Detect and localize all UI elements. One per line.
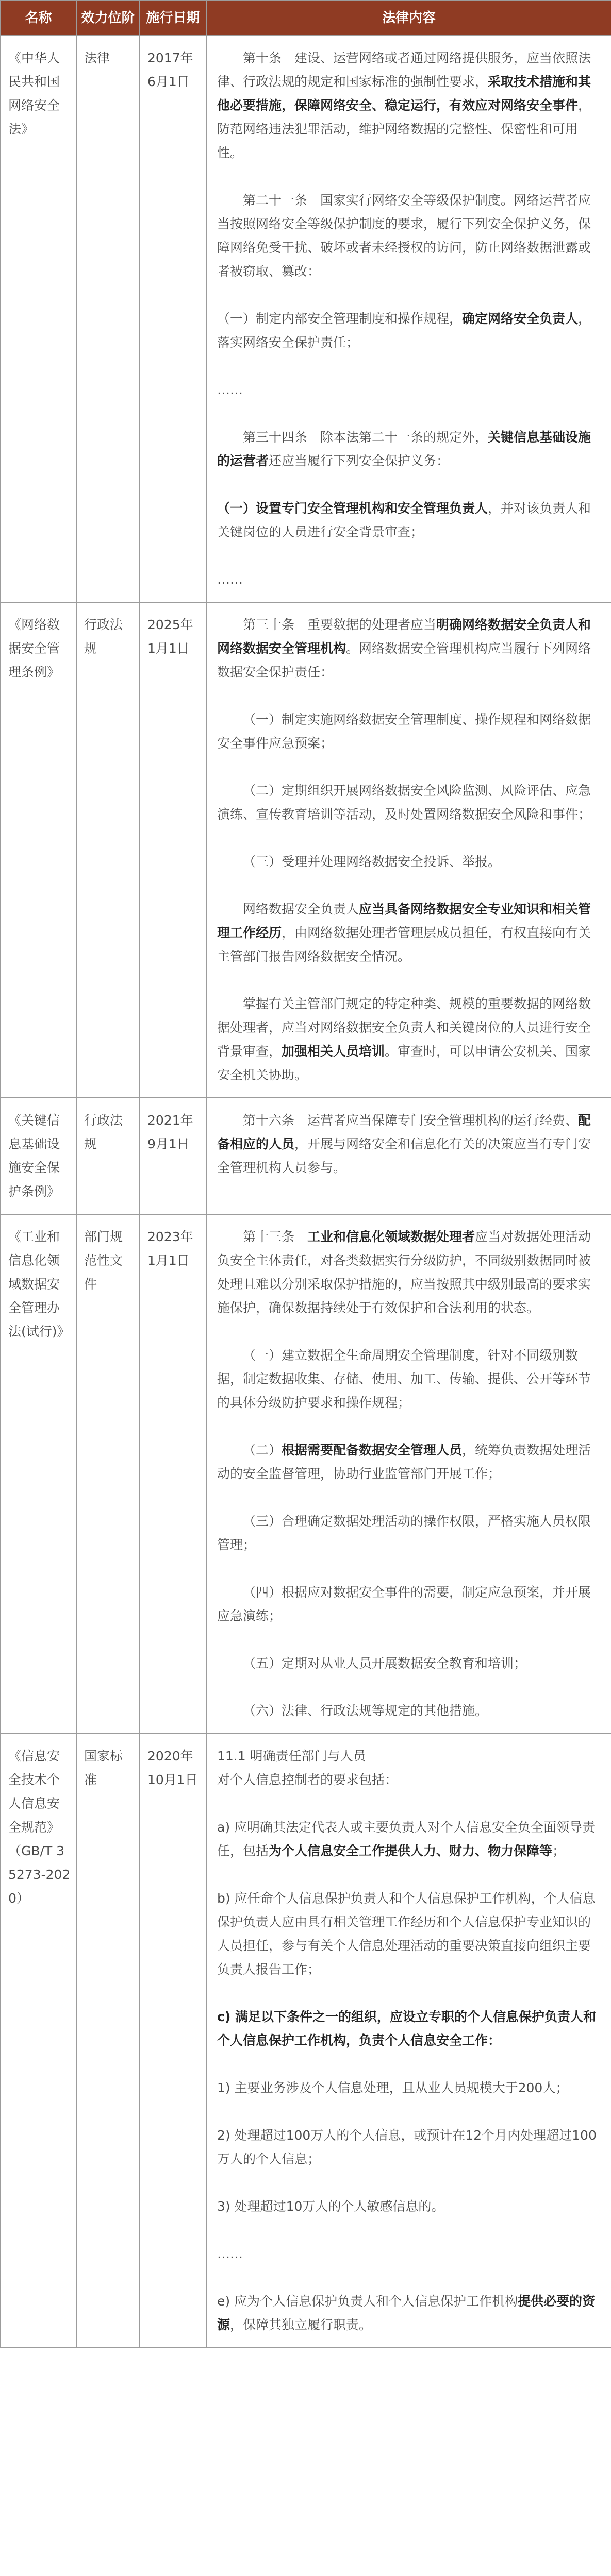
content-paragraph [217, 1652, 603, 1675]
content-paragraph [217, 1768, 603, 1792]
content-paragraph [217, 2005, 603, 2053]
table-row [1, 602, 611, 1098]
content-text: 第三十条 重要数据的处理者应当 [243, 617, 437, 632]
effective-date-cell: 2020年10月1日 [140, 1734, 206, 2348]
law-name-cell: 《中华人民共和国网络安全法》 [1, 36, 76, 602]
emphasized-text: 工业和信息化领域数据处理者 [307, 1229, 475, 1244]
content-text: 2) 处理超过100万人的个人信息，或预计在12个月内处理超过100万人的个人信息； [217, 2128, 597, 2166]
content-text: ，防范网络违法犯罪活动，维护网络数据的完整性、保密性和可用性。 [217, 98, 591, 160]
content-text: 掌握有关主管部门规定的特定种类、规模的重要数据的网络数据处理者，应当对网络数据安全负责人和关键岗位的人员进行安全背景审查， [217, 996, 591, 1059]
law-content-cell [206, 1214, 611, 1734]
content-text: 还应当履行下列安全保护义务： [269, 453, 450, 468]
effect-level-cell: 行政法规 [76, 1098, 140, 1214]
content-text: b) 应任命个人信息保护负责人和个人信息保护工作机构，个人信息保护负责人应由具有相关管理工作经历和个人信息保护专业知识的人员担任，参与有关个人信息处理活动的重要决策直接向组织主要负责人报告工作； [217, 1891, 596, 1977]
content-paragraph [217, 2076, 603, 2100]
content-paragraph [217, 46, 603, 165]
content-paragraph [217, 897, 603, 969]
emphasized-text: 加强相关人员培训 [282, 1044, 385, 1059]
content-text: ，统筹负责数据处理活动的安全监督管理，协助行业监管部门开展工作； [217, 1443, 591, 1481]
content-text: （六）法律、行政法规等规定的其他措施。 [243, 1703, 488, 1718]
content-text: （二）定期组织开展网络数据安全风险监测、风险评估、应急演练、宣传教育培训等活动，及时处置网络数据安全风险和事件； [217, 783, 591, 822]
content-paragraph [217, 1699, 603, 1723]
content-text: （三）受理并处理网络数据安全投诉、举报。 [243, 854, 501, 869]
content-text: （二） [243, 1443, 282, 1458]
content-text: …… [217, 2246, 243, 2261]
emphasized-text: 确定网络安全负责人 [462, 311, 579, 326]
content-text: ，并对该负责人和关键岗位的人员进行安全背景审查； [217, 501, 591, 539]
content-paragraph [217, 1816, 603, 1863]
emphasized-text: 提供必要的资源 [217, 2294, 596, 2332]
content-paragraph [217, 378, 603, 402]
content-text: （四）根据应对数据安全事件的需要，制定应急预案，并开展应急演练； [217, 1585, 591, 1623]
content-paragraph [217, 2290, 603, 2337]
effective-date-cell: 2025年1月1日 [140, 602, 206, 1098]
law-name-cell: 《工业和信息化领域数据安全管理办法(试行)》 [1, 1214, 76, 1734]
content-paragraph [217, 568, 603, 591]
content-paragraph [217, 708, 603, 755]
table-body [1, 36, 611, 2348]
emphasized-text: 配备相应的人员 [217, 1113, 591, 1151]
table-header-row [1, 1, 611, 36]
content-text: 应当对数据处理活动负安全主体责任，对各类数据实行分级防护，不同级别数据同时被处理且难以分别采取保护措施的，应当按照其中级别最高的要求实施保护，确保数据持续处于有效保护和合法利用的状态。 [217, 1229, 591, 1315]
law-content-cell [206, 36, 611, 602]
content-paragraph [217, 1744, 603, 1768]
content-paragraph [217, 1438, 603, 1486]
content-paragraph [217, 1510, 603, 1557]
content-text: （五）定期对从业人员开展数据安全教育和培训； [243, 1656, 527, 1671]
law-content-cell [206, 1098, 611, 1214]
content-paragraph [217, 2124, 603, 2171]
effect-level-cell: 部门规范性文件 [76, 1214, 140, 1734]
content-text: 。网络数据安全管理机构应当履行下列网络数据安全保护责任： [217, 641, 591, 680]
content-text: ，由网络数据处理者管理层成员担任，有权直接向有关主管部门报告网络数据安全情况。 [217, 925, 591, 964]
law-name-cell: 《关键信息基础设施安全保护条例》 [1, 1098, 76, 1214]
content-text: ； [552, 1843, 566, 1858]
content-text: e) 应为个人信息保护负责人和个人信息保护工作机构 [217, 2294, 518, 2309]
header-level: 效力位阶 [76, 1, 140, 36]
content-text: 网络数据安全负责人 [243, 902, 359, 917]
content-text: 第十三条 [243, 1229, 308, 1244]
table-row [1, 1734, 611, 2348]
law-name-cell: 《网络数据安全管理条例》 [1, 602, 76, 1098]
content-paragraph [217, 189, 603, 283]
content-paragraph [217, 307, 603, 354]
table-row [1, 1214, 611, 1734]
emphasized-text: 为个人信息安全工作提供人力、财力、物力保障等 [269, 1843, 553, 1858]
content-paragraph [217, 1887, 603, 1981]
law-name-cell: 《信息安全技术个人信息安全规范》（GB/T 35273-2020） [1, 1734, 76, 2348]
content-text: 。审查时，可以申请公安机关、国家安全机关协助。 [217, 1044, 591, 1082]
effective-date-cell: 2017年6月1日 [140, 36, 206, 602]
content-text: （三）合理确定数据处理活动的操作权限，严格实施人员权限管理； [217, 1514, 591, 1552]
content-text: 3) 处理超过10万人的个人敏感信息的。 [217, 2199, 444, 2214]
content-paragraph [217, 1344, 603, 1415]
content-text: 第十六条 运营者应当保障专门安全管理机构的运行经费、 [243, 1113, 579, 1128]
emphasized-text: 明确网络数据安全负责人和网络数据安全管理机构 [217, 617, 591, 656]
content-text: 1) 主要业务涉及个人信息处理，且从业人员规模大于200人； [217, 2080, 569, 2095]
content-paragraph [217, 779, 603, 826]
emphasized-text: 根据需要配备数据安全管理人员 [282, 1443, 463, 1458]
content-paragraph [217, 992, 603, 1087]
effective-date-cell: 2023年1月1日 [140, 1214, 206, 1734]
emphasized-text: 采取技术措施和其他必要措施，保障网络安全、稳定运行，有效应对网络安全事件 [217, 74, 591, 113]
content-text: 第三十四条 除本法第二十一条的规定外， [243, 430, 488, 445]
effective-date-cell: 2021年9月1日 [140, 1098, 206, 1214]
content-paragraph [217, 2195, 603, 2218]
content-text: a) 应明确其法定代表人或主要负责人对个人信息安全负全面领导责任，包括 [217, 1820, 596, 1858]
content-text: ，保障其独立履行职责。 [230, 2317, 372, 2332]
content-paragraph [217, 1109, 603, 1180]
emphasized-text: 关键信息基础设施的运营者 [217, 430, 591, 468]
content-text: …… [217, 382, 243, 397]
law-content-cell [206, 602, 611, 1098]
content-text: （一）建立数据全生命周期安全管理制度，针对不同级别数据，制定数据收集、存储、使用、加工、传输、提供、公开等环节的具体分级防护要求和操作规程； [217, 1348, 591, 1410]
content-paragraph [217, 426, 603, 473]
content-text: …… [217, 572, 243, 587]
effect-level-cell: 法律 [76, 36, 140, 602]
content-text: （一）制定内部安全管理制度和操作规程， [217, 311, 463, 326]
content-paragraph [217, 497, 603, 544]
content-text: ，开展与网络安全和信息化有关的决策应当有专门安全管理机构人员参与。 [217, 1137, 591, 1175]
header-content: 法律内容 [206, 1, 611, 36]
header-name: 名称 [1, 1, 76, 36]
content-text: 第二十一条 国家实行网络安全等级保护制度。网络运营者应当按照网络安全等级保护制度的要求，履行下列安全保护义务，保障网络免受干扰、破坏或者未经授权的访问，防止网络数据泄露或者被窃取、篡改： [217, 193, 591, 279]
content-text: ，落实网络安全保护责任； [217, 311, 591, 350]
emphasized-text: c) 满足以下条件之一的组织，应设立专职的个人信息保护负责人和个人信息保护工作机构，负责个人信息安全工作： [217, 2009, 596, 2048]
content-paragraph [217, 1225, 603, 1320]
content-text: 第十条 建设、运营网络或者通过网络提供服务，应当依照法律、行政法规的规定和国家标准的强制性要求， [217, 50, 591, 89]
content-text: 对个人信息控制者的要求包括： [217, 1772, 398, 1787]
law-content-cell [206, 1734, 611, 2348]
content-paragraph [217, 1581, 603, 1628]
effect-level-cell: 行政法规 [76, 602, 140, 1098]
content-text: （一）制定实施网络数据安全管理制度、操作规程和网络数据安全事件应急预案； [217, 712, 591, 751]
emphasized-text: （一）设置专门安全管理机构和安全管理负责人 [217, 501, 488, 516]
table-row [1, 1098, 611, 1214]
table-row [1, 36, 611, 602]
content-paragraph [217, 2242, 603, 2266]
content-paragraph [217, 850, 603, 874]
content-paragraph [217, 613, 603, 684]
effect-level-cell: 国家标准 [76, 1734, 140, 2348]
content-text: 11.1 明确责任部门与人员 [217, 1749, 366, 1764]
emphasized-text: 应当具备网络数据安全专业知识和相关管理工作经历 [217, 902, 591, 940]
header-date: 施行日期 [140, 1, 206, 36]
